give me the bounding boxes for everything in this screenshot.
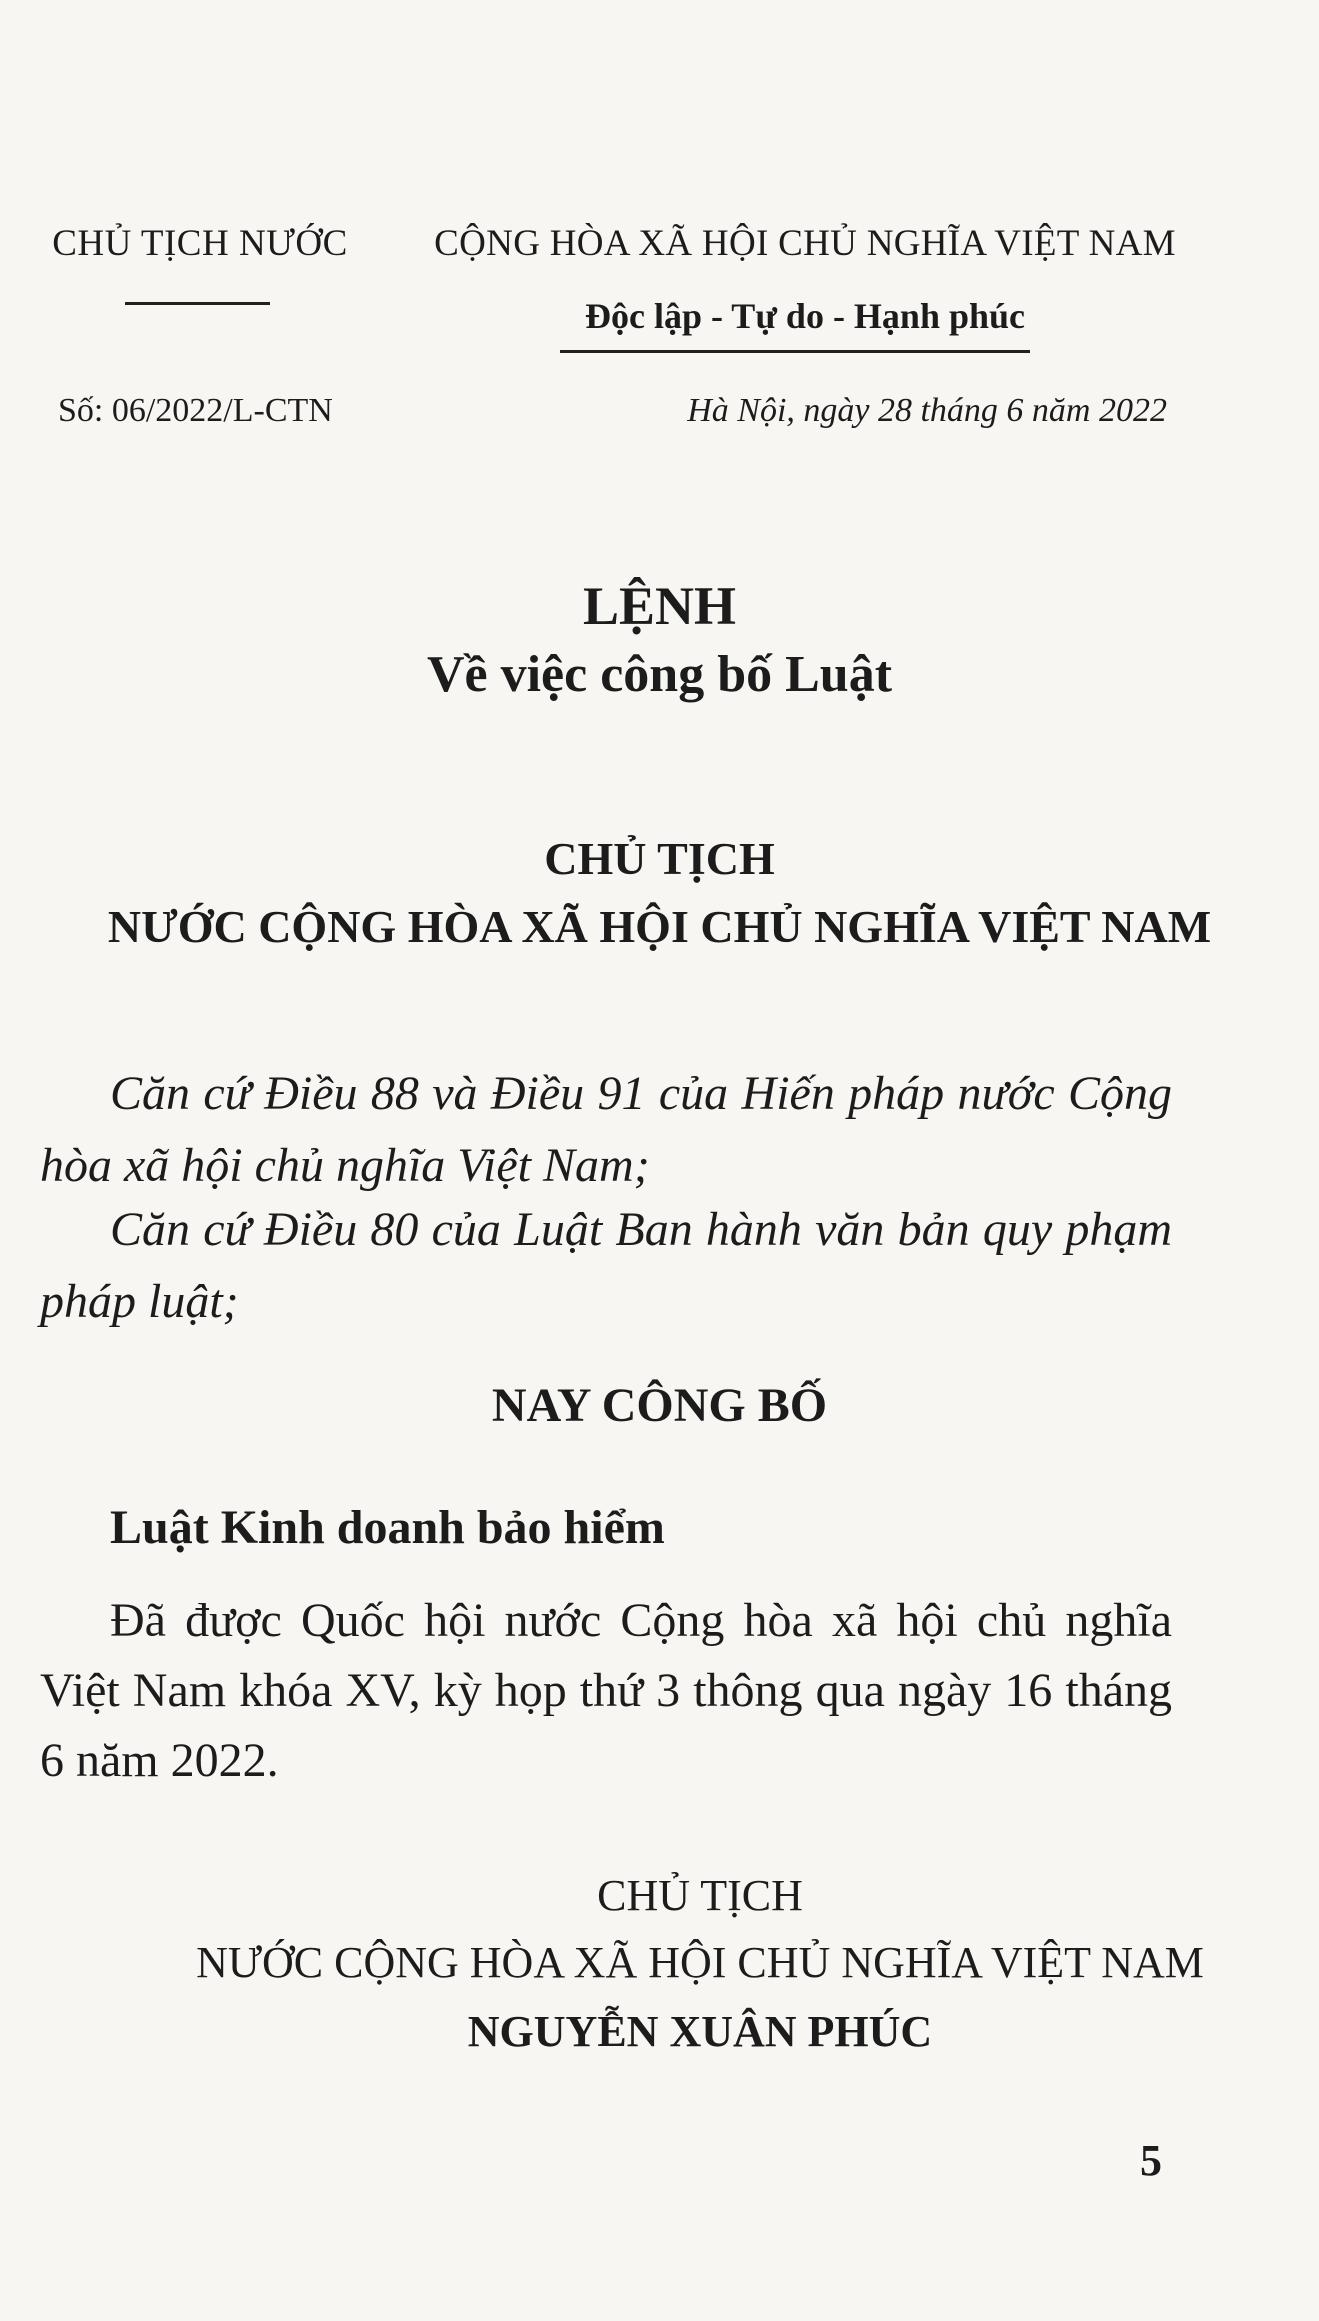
- law-name: Luật Kinh doanh bảo hiểm: [110, 1501, 665, 1554]
- document-subtitle: Về việc công bố Luật: [426, 646, 893, 703]
- signer-organization: NƯỚC CỘNG HÒA XÃ HỘI CHỦ NGHĨA VIỆT NAM: [196, 1938, 1204, 1987]
- legal-basis-2: Căn cứ Điều 80 của Luật Ban hành văn bản quy phạm pháp luật;: [40, 1203, 1172, 1328]
- issuer-heading: CHỦ TỊCH NƯỚC: [52, 223, 348, 264]
- national-motto: Độc lập - Tự do - Hạnh phúc: [584, 296, 1026, 336]
- authority-title: CHỦ TỊCH: [544, 833, 775, 884]
- issuer-underline: [125, 302, 270, 305]
- authority-organization: NƯỚC CỘNG HÒA XÃ HỘI CHỦ NGHĨA VIỆT NAM: [107, 901, 1212, 952]
- country-heading: CỘNG HÒA XÃ HỘI CHỦ NGHĨA VIỆT NAM: [434, 223, 1176, 264]
- legal-basis-1: Căn cứ Điều 88 và Điều 91 của Hiến pháp nước Cộng hòa xã hội chủ nghĩa Việt Nam;: [40, 1067, 1172, 1192]
- signer-title: CHỦ TỊCH: [597, 1871, 803, 1920]
- proclamation-heading: NAY CÔNG BỐ: [491, 1379, 828, 1432]
- motto-underline: [560, 350, 1030, 353]
- document-title: LỆNH: [582, 576, 737, 636]
- signer-name: NGUYỄN XUÂN PHÚC: [467, 2007, 933, 2056]
- law-description: Đã được Quốc hội nước Cộng hòa xã hội chủ nghĩa Việt Nam khóa XV, kỳ họp thứ 3 thông qua ngày 16 tháng 6 năm 2022.: [40, 1594, 1172, 1787]
- document-number: Số: 06/2022/L-CTN: [58, 392, 333, 429]
- page-number: 5: [1140, 2136, 1162, 2185]
- place-and-date: Hà Nội, ngày 28 tháng 6 năm 2022: [687, 392, 1167, 429]
